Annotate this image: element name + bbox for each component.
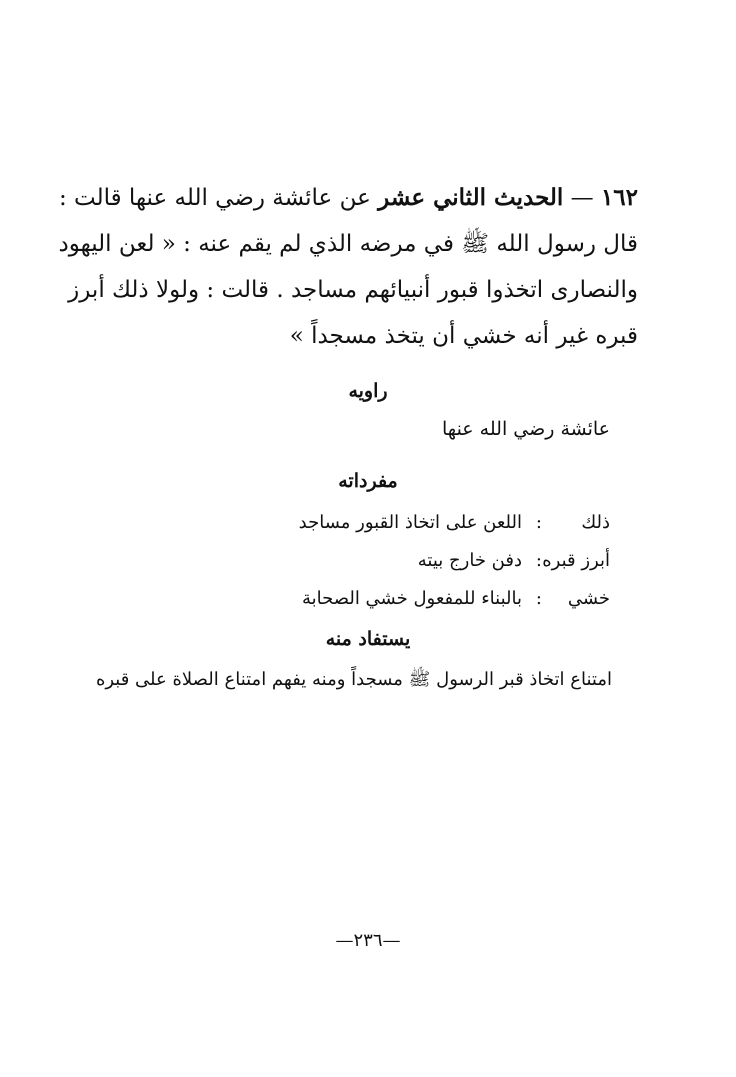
- hadith-line-3: والنصارى اتخذوا قبور أنبيائهم مساجد . قالت : ولولا ذلك أبرز: [68, 277, 638, 303]
- vocabulary-term: أبرز قبره: [542, 550, 610, 571]
- vocabulary-term: ذلك: [581, 512, 610, 533]
- hadith-number: ١٦٢: [600, 184, 638, 211]
- vocabulary-colon: :: [535, 512, 542, 533]
- hadith-line-4: قبره غير أنه خشي أن يتخذ مسجداً »: [289, 323, 638, 349]
- hadith-dash: —: [563, 185, 601, 211]
- vocabulary-item: [250, 512, 610, 544]
- vocabulary-item: [250, 588, 610, 620]
- vocabulary-heading: مفرداته: [338, 470, 398, 492]
- hadith-line-1-rest: عن عائشة رضي الله عنها قالت :: [58, 185, 379, 211]
- vocabulary-definition: اللعن على اتخاذ القبور مساجد: [298, 512, 522, 533]
- vocabulary-term: خشي: [567, 588, 610, 609]
- benefit-text: امتناع اتخاذ قبر الرسول ﷺ مسجداً ومنه يفهم امتناع الصلاة على قبره: [95, 669, 612, 690]
- hadith-line-2: قال رسول الله ﷺ في مرضه الذي لم يقم عنه : « لعن اليهود: [58, 231, 638, 257]
- narrator-name: عائشة رضي الله عنها: [442, 418, 610, 440]
- narrator-heading: راويه: [348, 380, 388, 402]
- vocabulary-definition: بالبناء للمفعول خشي الصحابة: [301, 588, 522, 609]
- hadith-line-1: [58, 175, 638, 221]
- hadith-text: [58, 175, 638, 359]
- vocabulary-item: [250, 550, 610, 582]
- benefit-heading: يستفاد منه: [325, 628, 411, 650]
- vocabulary-definition: دفن خارج بيته: [417, 550, 522, 571]
- vocabulary-colon: :: [535, 550, 542, 571]
- vocabulary-colon: :: [535, 588, 542, 609]
- page-number: —٢٣٦—: [335, 930, 401, 951]
- hadith-title: الحديث الثاني عشر: [378, 184, 564, 211]
